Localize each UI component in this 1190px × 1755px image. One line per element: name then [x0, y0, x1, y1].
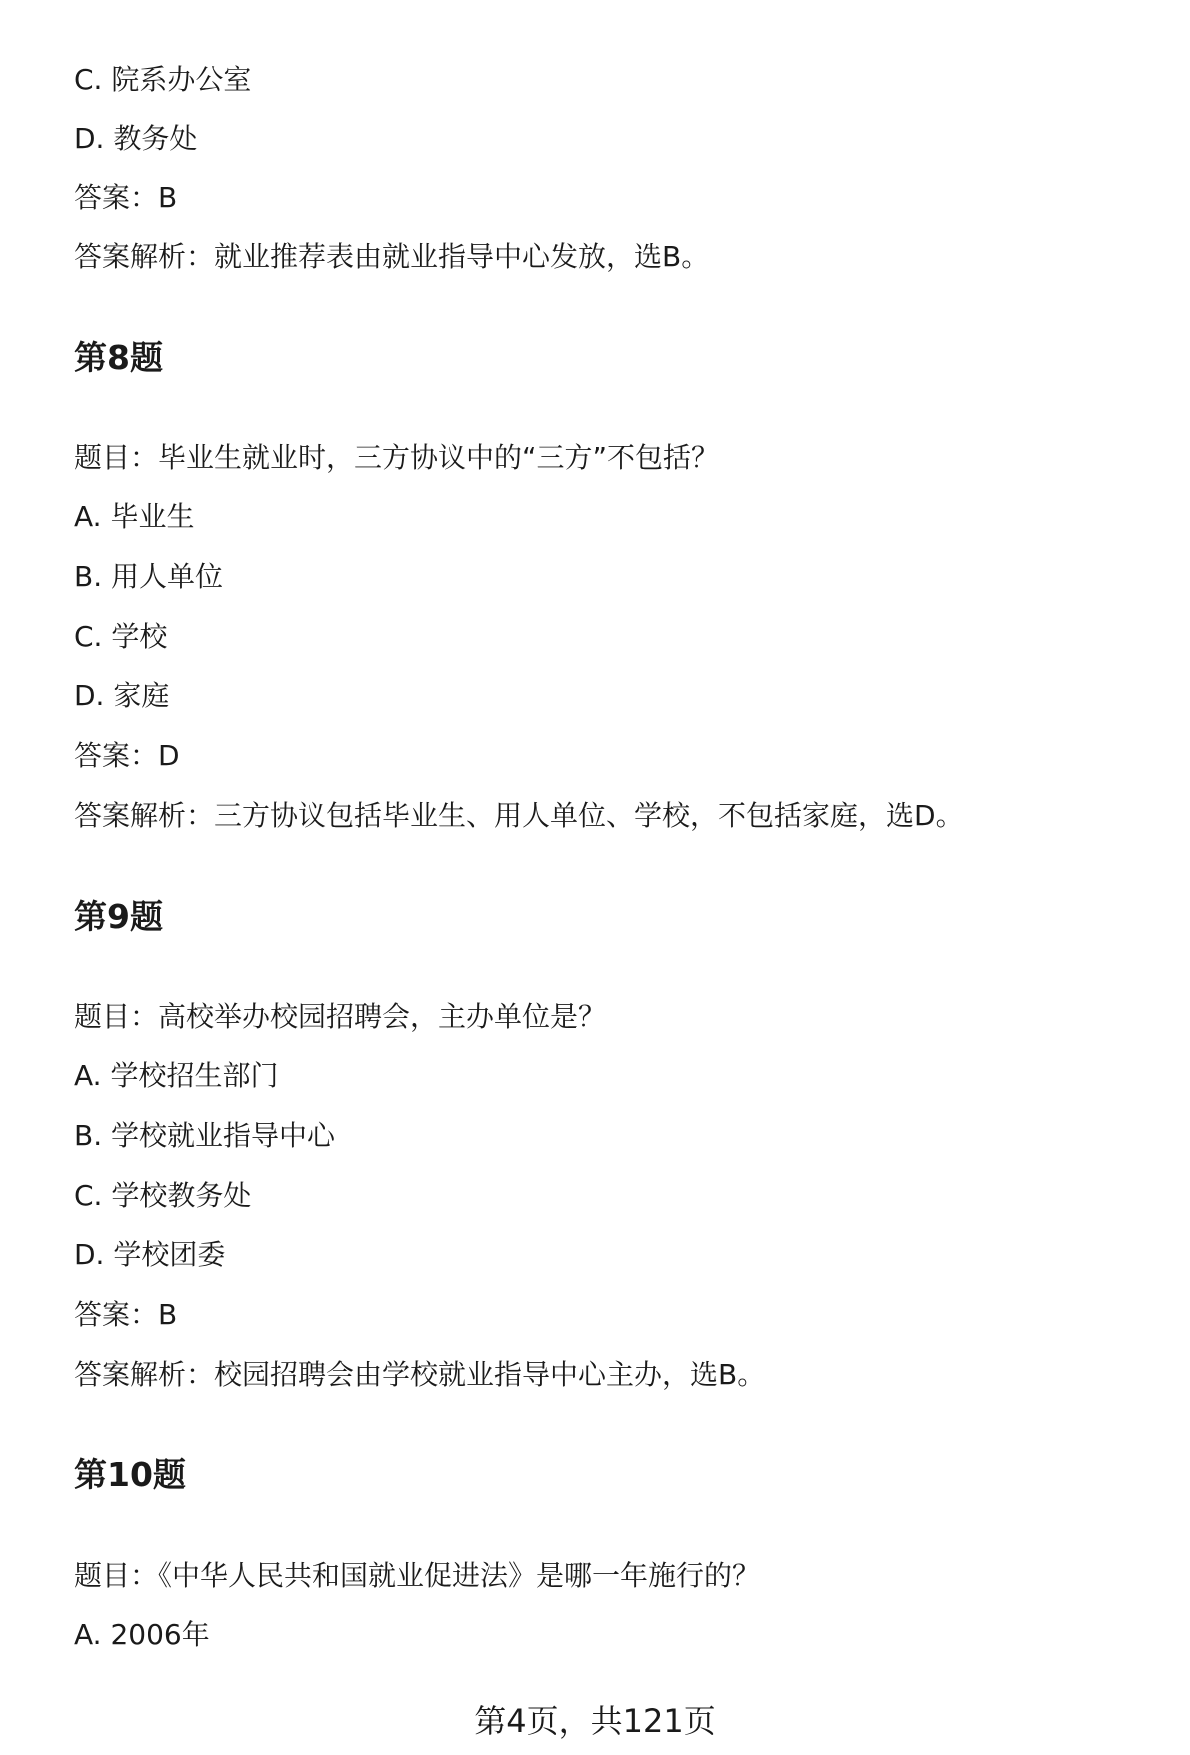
question-8-option-d: D. 家庭	[74, 679, 170, 712]
page-number-footer: 第4页，共121页	[474, 1702, 716, 1740]
question-8-answer: 答案：D	[74, 739, 180, 772]
prev-option-c: C. 院系办公室	[74, 63, 252, 96]
question-8-stem: 题目：毕业生就业时，三方协议中的“三方”不包括？	[74, 441, 720, 474]
prev-answer: 答案：B	[74, 181, 178, 214]
question-8-heading: 第8题	[74, 338, 163, 377]
question-8-option-a: A. 毕业生	[74, 500, 195, 533]
question-8-option-b: B. 用人单位	[74, 560, 224, 593]
question-9-option-a: A. 学校招生部门	[74, 1059, 279, 1092]
question-9-option-b: B. 学校就业指导中心	[74, 1119, 336, 1152]
question-9-heading: 第9题	[74, 897, 163, 936]
question-8-explanation: 答案解析：三方协议包括毕业生、用人单位、学校，不包括家庭，选D。	[74, 799, 964, 832]
question-10-option-a: A. 2006年	[74, 1618, 210, 1651]
prev-explanation: 答案解析：就业推荐表由就业指导中心发放，选B。	[74, 240, 710, 273]
question-10-heading: 第10题	[74, 1455, 186, 1494]
question-9-answer: 答案：B	[74, 1298, 178, 1331]
question-9-option-c: C. 学校教务处	[74, 1179, 252, 1212]
question-8-option-c: C. 学校	[74, 620, 168, 653]
question-9-explanation: 答案解析：校园招聘会由学校就业指导中心主办，选B。	[74, 1358, 766, 1391]
question-9-option-d: D. 学校团委	[74, 1238, 226, 1271]
question-10-stem: 题目：《中华人民共和国就业促进法》是哪一年施行的？	[74, 1559, 761, 1592]
question-9-stem: 题目：高校举办校园招聘会，主办单位是？	[74, 1000, 607, 1033]
prev-option-d: D. 教务处	[74, 122, 198, 155]
